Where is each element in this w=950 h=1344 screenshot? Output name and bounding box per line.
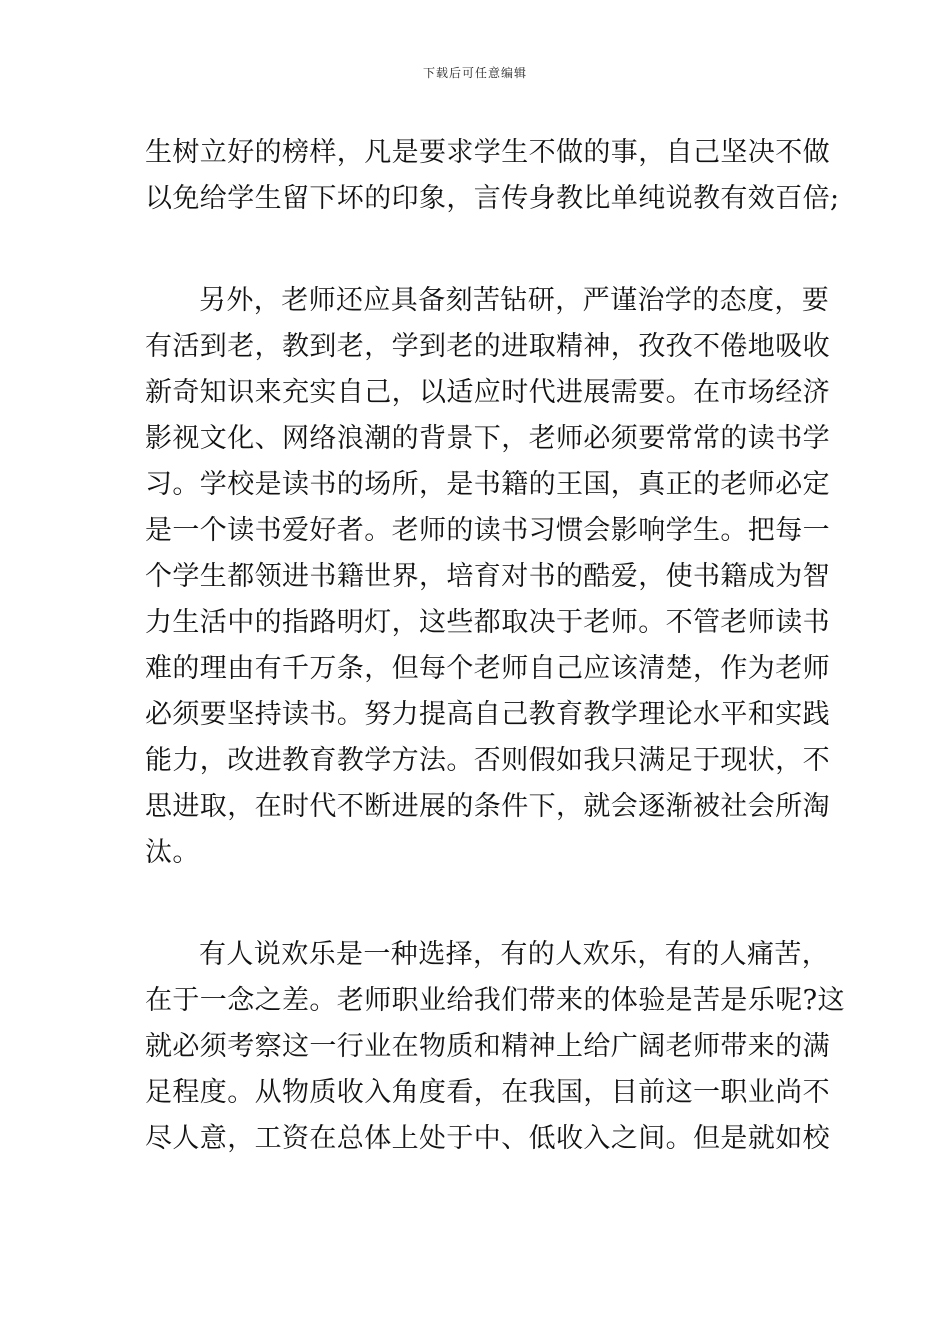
text-line: 汰。 [145,837,200,868]
text-line: 必须要坚持读书。努力提高自己教育教学理论水平和实践 [145,699,830,730]
paragraph-spacer [145,876,815,932]
document-body [145,130,845,1162]
text-line: 能力，改进教育教学方法。否则假如我只满足于现状，不 [145,745,830,776]
text-line: 有活到老，教到老，学到老的进取精神，孜孜不倦地吸收 [145,331,830,362]
paragraph-spacer [145,222,815,278]
paragraph-3 [145,932,845,1162]
text-line: 影视文化、网络浪潮的背景下，老师必须要常常的读书学 [145,423,830,454]
page-header-note: 下载后可任意编辑 [422,66,527,80]
text-line: 有人说欢乐是一种选择，有的人欢乐，有的人痛苦， [199,939,830,970]
text-line: 是一个读书爱好者。老师的读书习惯会影响学生。把每一 [145,515,830,546]
text-line: 另外，老师还应具备刻苦钻研，严谨治学的态度，要 [199,285,830,316]
text-line: 个学生都领进书籍世界，培育对书的酷爱，使书籍成为智 [145,561,830,592]
text-line: 在于一念之差。老师职业给我们带来的体验是苦是乐呢?这 [145,985,845,1016]
text-line: 思进取，在时代不断进展的条件下，就会逐渐被社会所淘 [145,791,830,822]
text-line: 尽人意，工资在总体上处于中、低收入之间。但是就如校 [145,1123,830,1154]
paragraph-2 [145,278,830,876]
text-line: 新奇知识来充实自己，以适应时代进展需要。在市场经济 [145,377,830,408]
text-line: 就必须考察这一行业在物质和精神上给广阔老师带来的满 [145,1031,830,1062]
text-line: 以免给学生留下坏的印象，言传身教比单纯说教有效百倍; [145,183,840,214]
text-line: 生树立好的榜样，凡是要求学生不做的事，自己坚决不做 [145,137,830,168]
text-line: 力生活中的指路明灯，这些都取决于老师。不管老师读书 [145,607,830,638]
text-line: 足程度。从物质收入角度看，在我国，目前这一职业尚不 [145,1077,830,1108]
text-line: 习。学校是读书的场所，是书籍的王国，真正的老师必定 [145,469,830,500]
paragraph-1 [145,130,840,222]
text-line: 难的理由有千万条，但每个老师自己应该清楚，作为老师 [145,653,830,684]
